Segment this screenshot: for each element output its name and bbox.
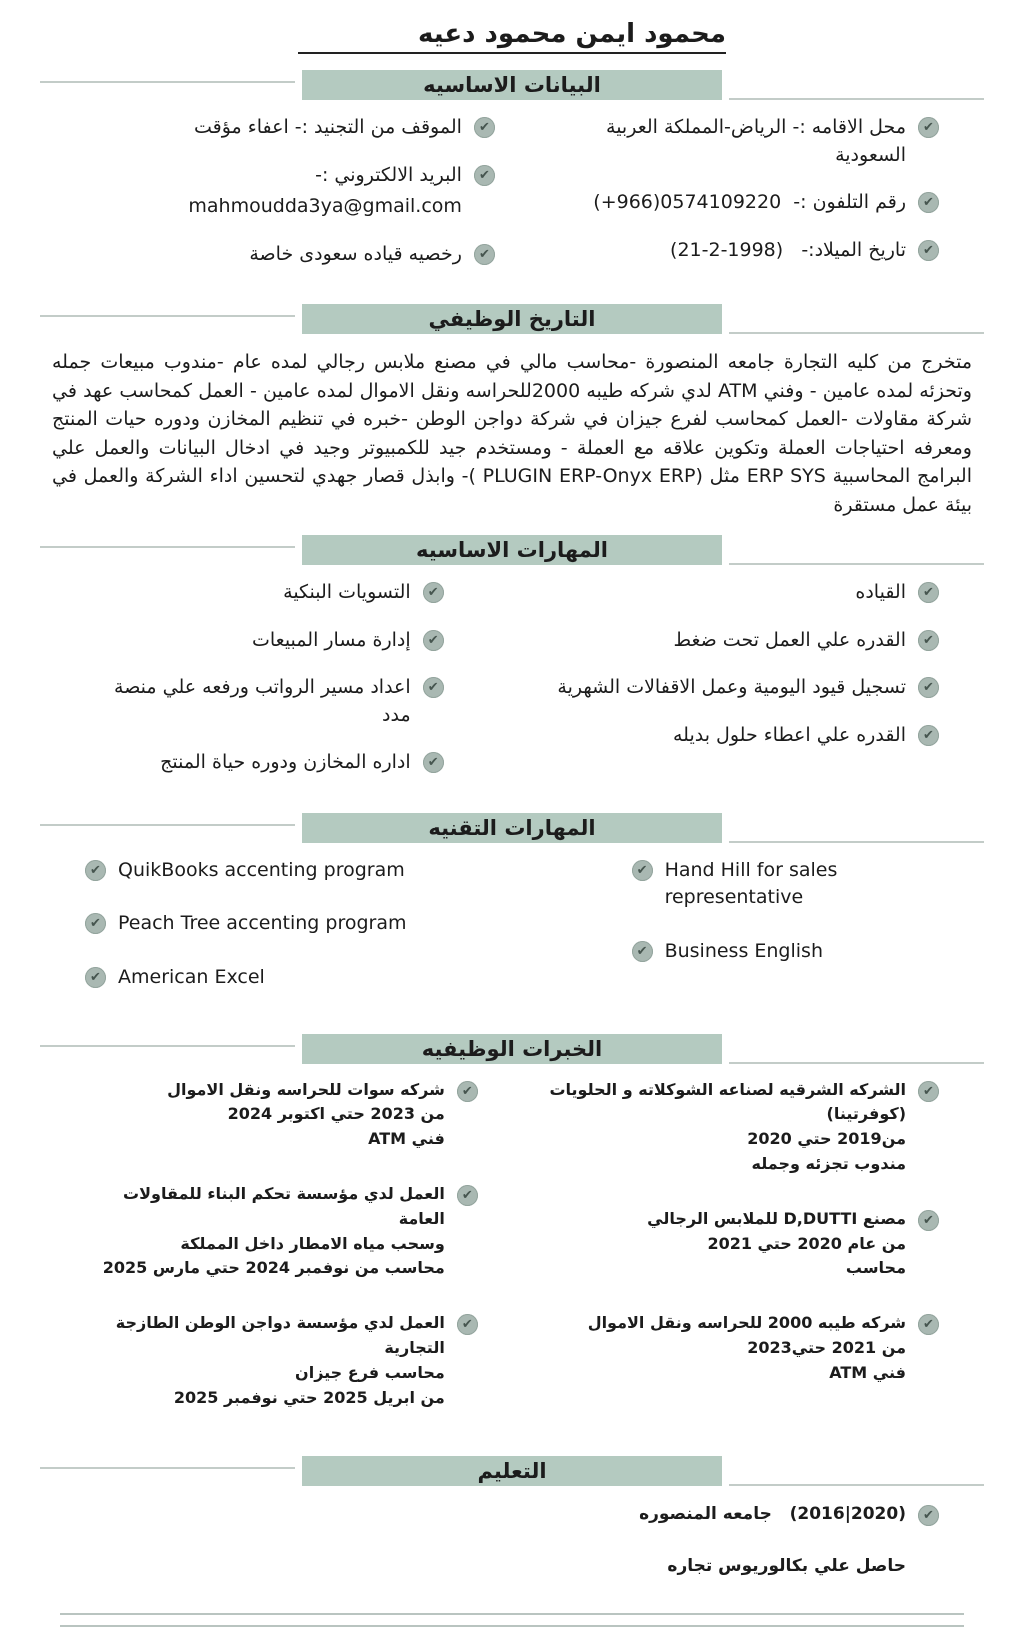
experience-item [85, 1078, 478, 1152]
divider-line [40, 81, 295, 83]
check-icon: ✔ [918, 1505, 939, 1526]
tech-skill-text: Hand Hill for sales representative [664, 858, 838, 909]
check-icon: ✔ [474, 165, 495, 186]
email-label: البريد الالكتروني :- [315, 163, 462, 186]
skill-item [546, 627, 939, 655]
check-icon: ✔ [918, 630, 939, 651]
tech-skill-text: QuikBooks accenting program [118, 858, 405, 881]
experience-line: شركه سوات للحراسه ونقل الاموال [167, 1079, 445, 1099]
experience-line: من 2023 حتي اكتوبر 2024 [227, 1104, 445, 1124]
divider-line [729, 841, 984, 843]
section-title-job-history: التاريخ الوظيفي [302, 304, 722, 334]
check-icon: ✔ [423, 582, 444, 603]
phone-label: رقم التلفون :- [793, 191, 906, 214]
birthdate-item [546, 237, 939, 265]
divider-line [729, 98, 984, 100]
experience-text [85, 1311, 445, 1410]
check-icon: ✔ [85, 913, 106, 934]
check-icon: ✔ [85, 967, 106, 988]
check-icon: ✔ [918, 1081, 939, 1102]
check-icon: ✔ [423, 752, 444, 773]
experience-line: العمل لدي مؤسسة تحكم البناء للمقاولات العامة [123, 1183, 445, 1228]
divider-line [729, 332, 984, 334]
divider-line [40, 1045, 295, 1047]
skill-text: اداره المخازن ودوره حياة المنتج [160, 751, 411, 774]
divider-line [40, 546, 295, 548]
phone-number: (+966)0574109220 [593, 191, 782, 214]
check-icon: ✔ [918, 240, 939, 261]
check-icon: ✔ [474, 244, 495, 265]
divider-line [60, 1613, 964, 1615]
job-history-paragraph: متخرج من كليه التجارة جامعه المنصورة -محاسب مالي في مصنع ملابس رجالي لمده عام -مندوب مبيعات جمله وتحزئه لمده عامين - وفني ATM لدي شركه طيبه 2000للحراسه ونقل الاموال لمده عامين - العمل كمحاسب عهد في شركة مقاولات -العمل كمحاسب لفرع جيزان في شركة دواجن الوطن -خبره في تنظيم المخازن ودوره حيات المنتج ومعرفه احتياجات العملة وتكوين علاقه مع العملة - ومستخدم جيد للكمبيوتر وجيد في ادخال البيانات والعمل علي البرامج المحاسبية ERP SYS مثل (PLUGIN ERP-Onyx ERP )- وابذل قصار جهدي لتحسين اداء الشركة والعمل في بيئة عمل مستقرة [52, 351, 972, 516]
skill-item [546, 722, 939, 750]
experience-line: مصنع D,DUTTI للملابس الرجالي [647, 1208, 906, 1228]
skill-item [85, 749, 444, 777]
experience-item [85, 1182, 478, 1281]
education [40, 1502, 984, 1579]
check-icon: ✔ [474, 117, 495, 138]
check-icon: ✔ [918, 192, 939, 213]
section-header-experience [40, 1034, 984, 1064]
tech-skill-text: Business English [664, 940, 823, 963]
experience-line: شركه طيبه 2000 للحراسه ونقل الاموال [587, 1313, 906, 1333]
section-header-technical-skills [40, 813, 984, 843]
tech-skill-item [632, 857, 939, 912]
tech-skills-right-column [632, 857, 939, 1018]
section-title-technical-skills: المهارات التقنيه [302, 813, 722, 843]
residence-item [546, 114, 939, 169]
email-item [85, 162, 495, 221]
experience-item [546, 1207, 939, 1281]
education-degree: حاصل علي بكالوريوس تجاره [667, 1555, 906, 1576]
experience-text [167, 1078, 445, 1152]
experience-line: فني ATM [829, 1362, 906, 1382]
email-address: mahmoudda3ya@gmail.com [188, 195, 462, 218]
skills-left-column [85, 579, 444, 797]
section-title-basic-skills: المهارات الاساسيه [302, 535, 722, 565]
basic-skills [40, 579, 984, 797]
technical-skills [40, 857, 984, 1018]
experience-line: من2019 حتي 2020 [747, 1129, 906, 1149]
experience-line: محاسب من نوفمبر 2024 حتي مارس 2025 [102, 1258, 445, 1278]
residence-text: محل الاقامه :- الرياض-المملكة العربية السعودية [606, 116, 906, 166]
tech-skill-item [85, 857, 495, 885]
divider-line [729, 1484, 984, 1486]
experience-list [40, 1078, 984, 1441]
divider-line [729, 563, 984, 565]
education-item [85, 1502, 939, 1579]
section-title-basic-info: البيانات الاساسيه [302, 70, 722, 100]
birthdate-text [670, 237, 906, 265]
experience-line: فني ATM [368, 1129, 445, 1149]
experience-line: من ابريل 2025 حتي نوفمبر 2025 [173, 1387, 445, 1407]
license-text: رخصيه قياده سعودى خاصة [249, 242, 462, 265]
check-icon: ✔ [457, 1185, 478, 1206]
email-text [85, 162, 462, 221]
skill-text: القدره علي اعطاء حلول بديله [672, 723, 906, 746]
basic-info-right-column [546, 114, 939, 288]
phone-text [593, 189, 906, 217]
tech-skill-item [632, 938, 939, 966]
skill-text: إدارة مسار المبيعات [251, 628, 411, 651]
military-status-item [85, 114, 495, 142]
experience-text [588, 1311, 906, 1385]
check-icon: ✔ [918, 1314, 939, 1335]
skill-text: اعداد مسير الرواتب ورفعه علي منصة مدد [114, 676, 411, 726]
section-title-experience: الخبرات الوظيفيه [302, 1034, 722, 1064]
check-icon: ✔ [457, 1314, 478, 1335]
check-icon: ✔ [423, 677, 444, 698]
education-text [639, 1502, 906, 1579]
tech-skills-left-column [85, 857, 495, 1018]
check-icon: ✔ [918, 1210, 939, 1231]
experience-line: الشركه الشرقيه لصناعه الشوكلاته و الحلويات (كوفرتينا) [549, 1079, 906, 1124]
tech-skill-text: Peach Tree accenting program [118, 912, 407, 935]
experience-right-column [546, 1078, 939, 1441]
basic-info-left-column [85, 114, 495, 288]
birthdate-label: تاريخ الميلاد:- [801, 238, 906, 261]
experience-text [85, 1182, 445, 1281]
experience-line: محاسب فرع جيزان [295, 1362, 445, 1382]
page-title [40, 12, 984, 54]
check-icon: ✔ [632, 860, 653, 881]
section-header-job-history [40, 304, 984, 334]
phone-item [546, 189, 939, 217]
divider-line [729, 1062, 984, 1064]
check-icon: ✔ [423, 630, 444, 651]
candidate-name: محمود ايمن محمود دعيه [298, 19, 726, 54]
skill-item [85, 579, 444, 607]
skill-item [546, 579, 939, 607]
check-icon: ✔ [632, 941, 653, 962]
section-header-basic-skills [40, 535, 984, 565]
check-icon: ✔ [85, 860, 106, 881]
check-icon: ✔ [918, 725, 939, 746]
divider-line [40, 824, 295, 826]
experience-text [546, 1078, 906, 1177]
check-icon: ✔ [918, 677, 939, 698]
experience-line: محاسب [845, 1258, 906, 1278]
experience-item [85, 1311, 478, 1410]
skill-text: تسجيل قيود اليومية وعمل الاقفالات الشهرية [557, 676, 906, 699]
section-header-basic-info [40, 70, 984, 100]
experience-line: العمل لدي مؤسسة دواجن الوطن الطازجة التجارية [115, 1313, 445, 1357]
skill-item [546, 674, 939, 702]
divider-line [40, 1467, 295, 1469]
education-years: (2016|2020) [789, 1504, 906, 1525]
experience-text [647, 1207, 906, 1281]
birthdate-value: (21-2-1998) [670, 238, 784, 261]
basic-info [40, 114, 984, 288]
experience-line: مندوب تجزئه وجمله [751, 1153, 906, 1173]
experience-line: وسحب مياه الامطار داخل المملكة [180, 1233, 445, 1253]
skill-text: القدره علي العمل تحت ضغط [673, 628, 906, 651]
check-icon: ✔ [457, 1081, 478, 1102]
license-item [85, 241, 495, 269]
tech-skill-item [85, 910, 495, 938]
skills-right-column [546, 579, 939, 797]
education-school: جامعه المنصوره [639, 1504, 772, 1525]
experience-line: من عام 2020 حتي 2021 [707, 1233, 906, 1253]
experience-line: من 2021 حتي2023 [747, 1337, 906, 1357]
experience-item [546, 1311, 939, 1385]
skill-item [85, 627, 444, 655]
skill-text: القياده [855, 581, 906, 604]
tech-skill-item [85, 964, 495, 992]
footer-divider [60, 1613, 964, 1627]
check-icon: ✔ [918, 582, 939, 603]
section-title-education: التعليم [302, 1456, 722, 1486]
experience-item [546, 1078, 939, 1177]
check-icon: ✔ [918, 117, 939, 138]
experience-left-column [85, 1078, 478, 1441]
tech-skill-text: American Excel [118, 966, 265, 989]
education-school-line [639, 1502, 906, 1528]
divider-line [40, 315, 295, 317]
section-header-education [40, 1456, 984, 1486]
skill-text: التسويات البنكية [283, 581, 411, 604]
military-status-text: الموقف من التجنيد :- اعفاء مؤقت [194, 116, 462, 138]
skill-item [85, 674, 444, 729]
